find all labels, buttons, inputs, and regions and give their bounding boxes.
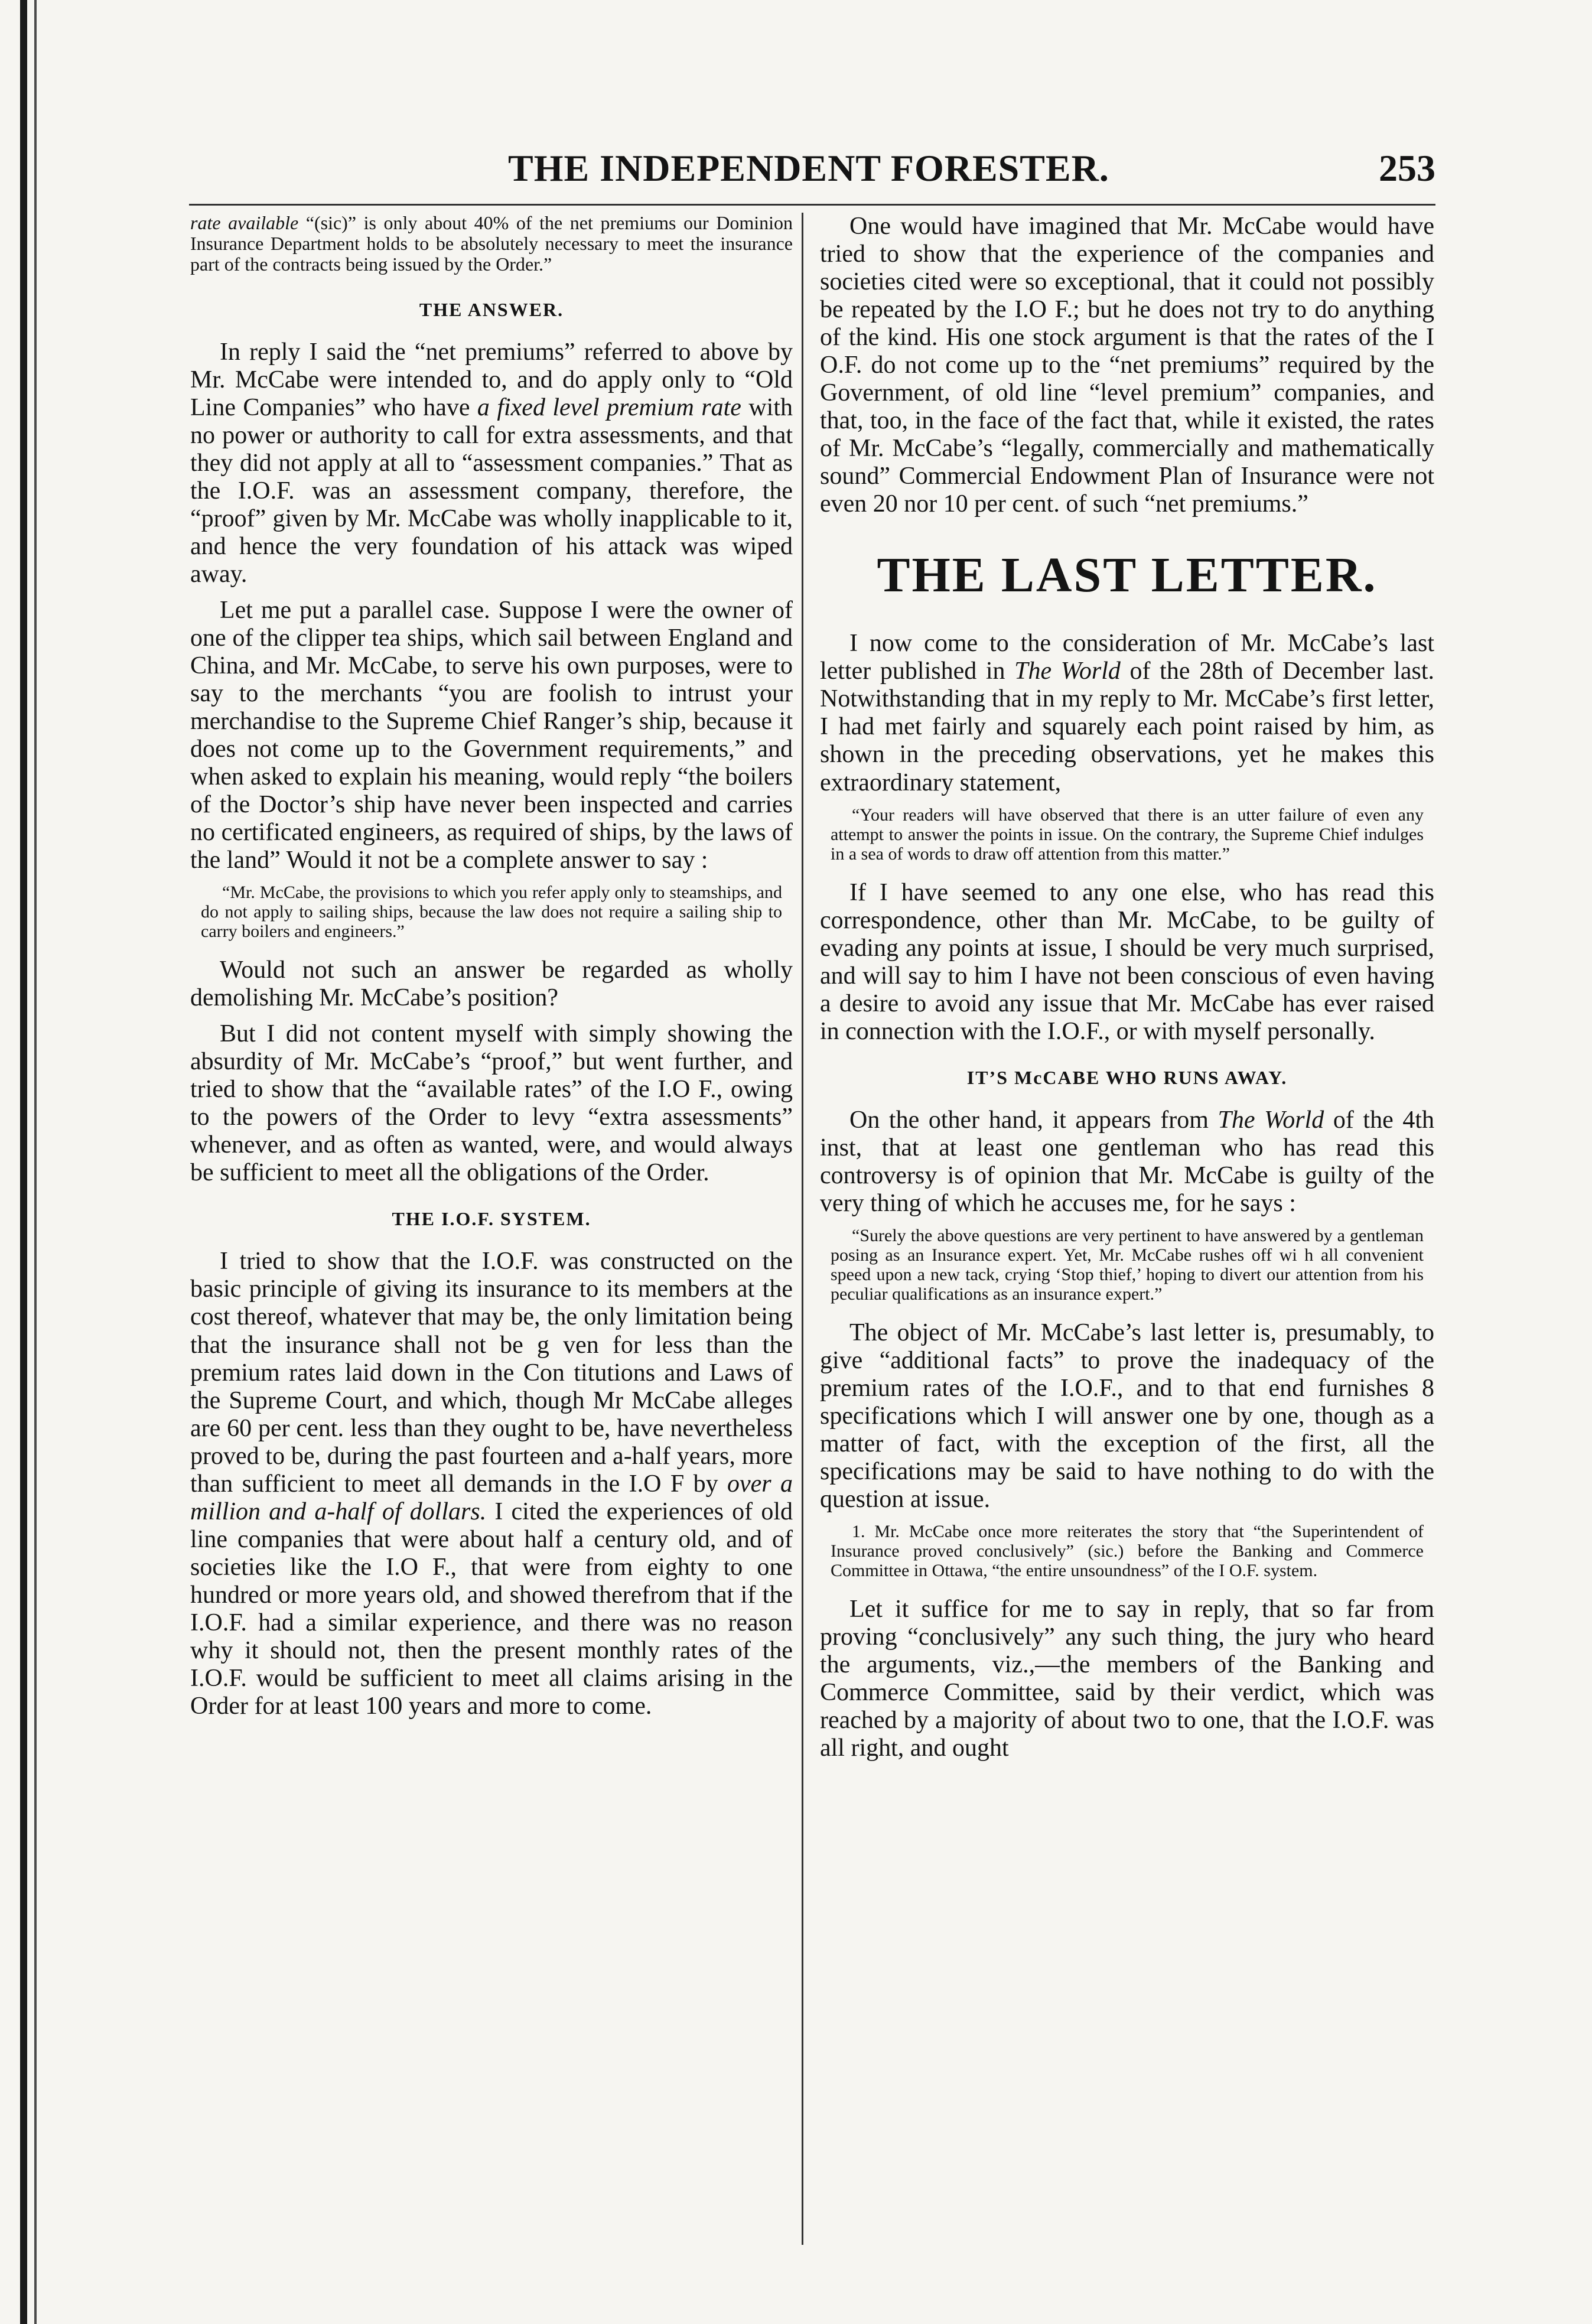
paragraph: If I have seemed to any one else, who has read this correspondence, other than Mr. McCabe, to be guilty of evading any points at issue, I should be very much surprised, and will say to him I have not been conscious of even having a desire to avoid any issue that Mr. McCabe has ever raised in connection with the I.O.F., or with myself personally. [820,878,1434,1045]
page-header [189,147,1435,200]
left-column [190,213,793,1729]
paragraph [190,1248,793,1720]
italic-text: over a million and a-half of dollars. [190,1470,793,1525]
header-rule [189,204,1435,206]
subheading-runs-away: IT’S McCABE WHO RUNS AWAY. [966,1066,1288,1088]
italic-text: a fixed level premium rate [477,393,741,421]
intro-quote [190,213,793,275]
block-quote: “Your readers will have observed that there is an utter failure of even any attempt to answer the points in issue. On the contrary, the Supreme Chief indulges in a sea of words to draw off attention from this matter.” [831,805,1424,864]
paragraph: Would not such an answer be regarded as wholly demolishing Mr. McCabe’s position? [190,956,793,1012]
text: I tried to show that the I.O.F. was constructed on the basic principle of giving its insurance to its members at the cost thereof, whatever that may be, the only limitation being that the insurance shall not be g ven for less than the premium rates laid down in the Con titutions and Laws of the Supreme Court, and which, though Mr McCabe alleges are 60 per cent. less than they ought to be, have nevertheless proved to be, during the past fourteen and a-half years, more than sufficient to meet all demands in the I.O F by [190,1248,793,1498]
paragraph: Let me put a parallel case. Suppose I were the owner of one of the clipper tea ships, which sail between England and China, and Mr. McCabe, to serve his own purposes, were to say to the merchants “you are foolish to intrust your merchandise to the Supreme Chief Ranger’s ship, because it does not come up to the Government requirements,” and when asked to explain his meaning, would reply “the boilers of the Doctor’s ship have never been inspected and carries no certificated engineers, as required of ships, by the laws of the land” Would it not be a complete answer to say : [190,596,793,874]
paragraph [820,630,1434,796]
page-number: 253 [1379,147,1435,189]
text: On the other hand, it appears from [849,1106,1218,1134]
paragraph: The object of Mr. McCabe’s last letter is, presumably, to give “additional facts” to prove the inadequacy of the premium rates of the I.O.F., and to that end furnishes 8 specifications which I will answer one by one, though as a matter of fact, with the exception of the first, all the specifications may be said to have nothing to do with the question at issue. [820,1319,1434,1513]
italic-text: The World [1217,1106,1324,1134]
right-column [820,213,1434,1770]
block-quote: “Surely the above questions are very pertinent to have answered by a gentleman posing as an Insurance expert. Yet, Mr. McCabe rushes off wi h all convenient speed upon a new tack, crying ‘Stop thief,’ hoping to divert our attention from his peculiar qualifications as an insurance expert.” [831,1225,1424,1304]
text: with no power or authority to call for extra assessments, and that they did not apply at all to “assessment companies.” That as the I.O.F. was an assessment company, therefore, the “proof” given by Mr. McCabe was wholly inapplicable to it, and hence the very foundation of his attack was wiped away. [190,393,793,588]
text: I now come to the consideration of Mr. McCabe’s last letter published in [820,630,1434,685]
subheading-system: THE I.O.F. SYSTEM. [392,1208,591,1230]
intro-quote-text: “(sic)” is only about 40% of the net premiums our Dominion Insurance Department holds to be absolutely necessary to meet the insurance part of the contracts being issued by the Order.” [190,212,793,275]
binding-edge-line [34,0,37,2324]
intro-quote-italic: rate available [190,212,299,233]
column-divider [802,213,803,2245]
text: I cited the experiences of old line companies that were about half a century old, and of societies like the I.O F., that were from eighty to one hundred or more years old, and showed therefrom that if the I.O.F. had a similar experience, and there was no reason why it should not, then the present monthly rates of the I.O.F. would be sufficient to meet all claims arising in the Order for at least 100 years and more to come. [190,1498,793,1720]
paragraph [190,338,793,588]
block-quote: “Mr. McCabe, the provisions to which you refer apply only to steamships, and do not apply to sailing ships, because the law does not require a sailing ship to carry boilers and engineers.” [201,883,782,942]
paragraph [820,1106,1434,1218]
text: In reply I said the “net premiums” referred to above by Mr. McCabe were intended to, and do apply only to “Old Line Companies” who have [190,338,793,421]
paragraph: One would have imagined that Mr. McCabe would have tried to show that the experience of the companies and societies cited were so exceptional, that it could not possibly be repeated by the I.O F.; but he does not try to do anything of the kind. His one stock argument is that the rates of the I O.F. do not come up to the “net premiums” required by the Government, of old line “level premium” companies, and that, too, in the face of the fact that, while it existed, the rates of Mr. McCabe’s “legally, commercially and mathematically sound” Commercial Endowment Plan of Insurance were not even 20 nor 10 per cent. of such “net premiums.” [820,213,1434,518]
text: of the 28th of December last. Notwithstanding that in my reply to Mr. McCabe’s first letter, I had met fairly and squarely each point raised by him, as shown in the preceding observations, yet he makes this extraordinary statement, [820,658,1434,796]
binding-edge [20,0,27,2324]
text: of the 4th inst, that at least one gentleman who has read this controversy is of opinion that Mr. McCabe is guilty of the very thing of which he accuses me, for he says : [820,1106,1434,1217]
subheading-answer: THE ANSWER. [419,298,564,320]
block-quote: 1. Mr. McCabe once more reiterates the story that “the Superintendent of Insurance proved conclusively” (sic.) before the Banking and Commerce Committee in Ottawa, “the entire unsoundness” of the I O.F. system. [831,1522,1424,1581]
page-title: THE INDEPENDENT FORESTER. [508,147,1109,189]
italic-text: The World [1014,658,1121,685]
paragraph: Let it suffice for me to say in reply, that so far from proving “conclusively” any such thing, the jury who heard the arguments, viz.,—the members of the Banking and Commerce Committee, said by their verdict, which was reached by a majority of about two to one, that the I.O.F. was all right, and ought [820,1596,1434,1762]
section-heading: THE LAST LETTER. [877,548,1378,603]
paragraph: But I did not content myself with simply showing the absurdity of Mr. McCabe’s “proof,” but went further, and tried to show that the “available rates” of the I.O F., owing to the powers of the Order to levy “extra assessments” whenever, and as often as wanted, were, and would always be sufficient to meet all the obligations of the Order. [190,1020,793,1187]
